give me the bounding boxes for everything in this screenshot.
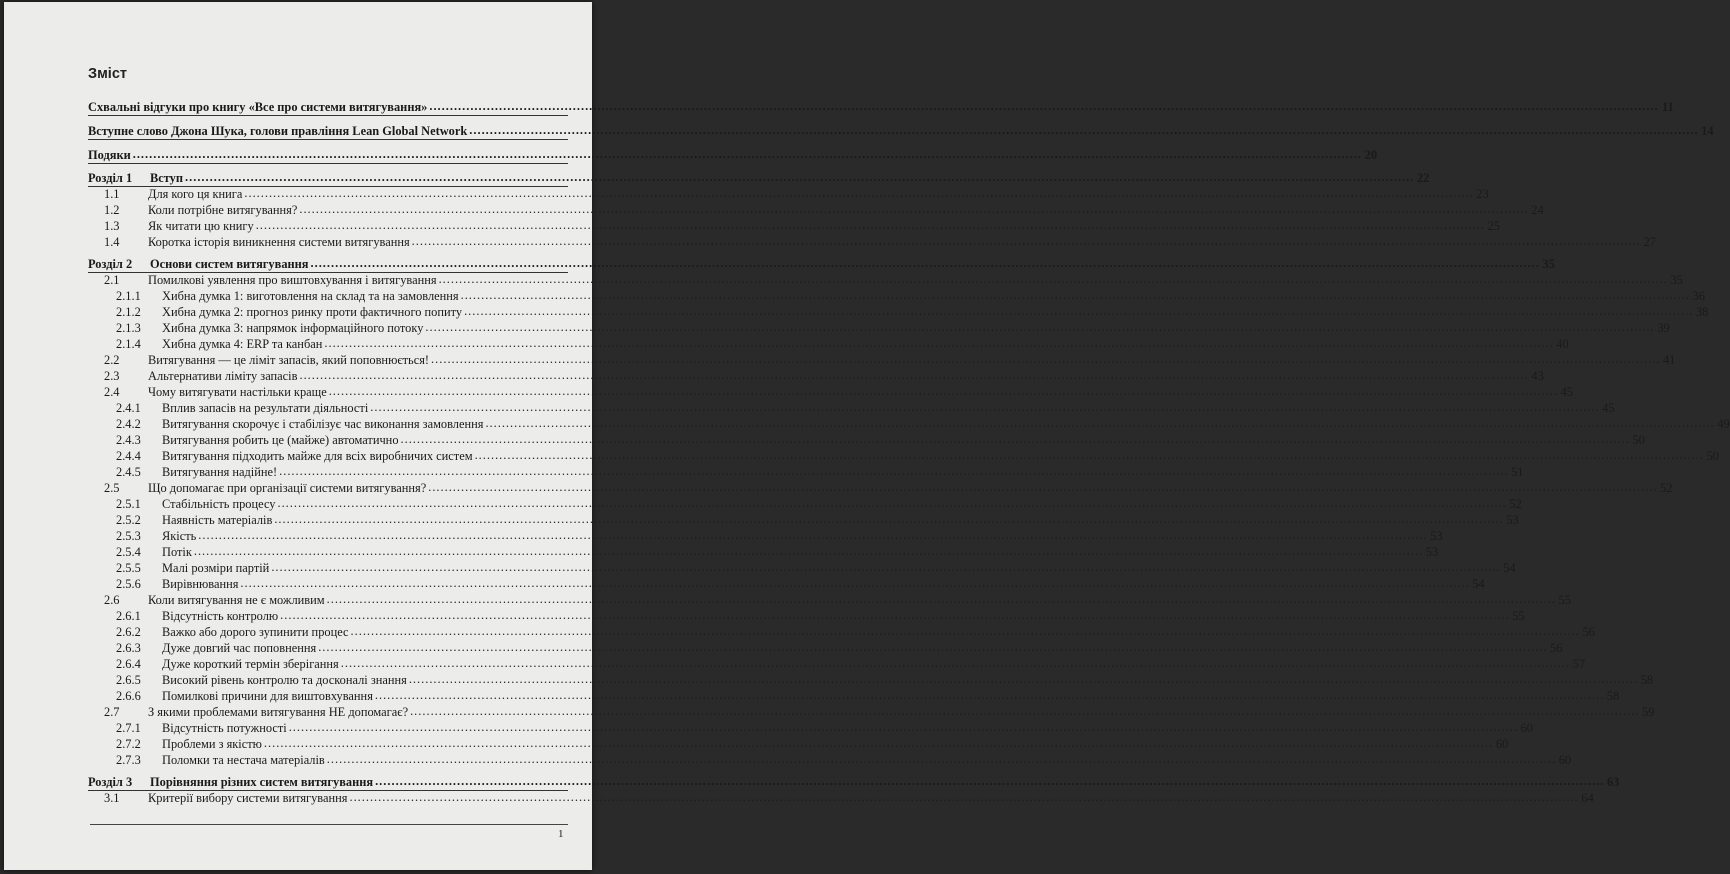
toc-entry-page: 49 [1717, 417, 1730, 431]
toc-entry-number: 2.6.2 [116, 625, 141, 639]
toc-entry [88, 544, 1439, 559]
toc-entry [88, 608, 1525, 623]
toc-entry-title: Для кого ця книга [148, 187, 243, 201]
toc-entry-title: Якість [162, 529, 197, 543]
toc-entry-page: 50 [1632, 433, 1645, 447]
toc-entry-page: 22 [1416, 171, 1430, 185]
toc-entry [88, 147, 1378, 162]
toc-entry [88, 640, 1563, 655]
toc-entry-number: 1.3 [104, 219, 120, 233]
toc-entry-page: 35 [1670, 273, 1683, 287]
toc-entry [88, 528, 1443, 543]
toc-entry-page: 35 [1542, 257, 1555, 271]
toc-entry-number: 2.1 [104, 273, 120, 287]
toc-entry-page: 55 [1512, 609, 1525, 623]
toc-leader-dots: ............................................................................................................................................................................................................................................................................................................ [274, 512, 1504, 526]
toc-entry-title: Хибна думка 4: ERP та канбан [162, 337, 323, 351]
toc-leader-dots: ............................................................................................................................................................................................................................................................................................................ [428, 480, 1658, 494]
toc-entry-number: 2.6.1 [116, 609, 141, 623]
toc-leader-dots: ............................................................................................................................................................................................................................................................................................................ [340, 656, 1571, 670]
toc-entry-title: Поломки та нестача матеріалів [162, 753, 325, 767]
toc-entry-number: 2.4 [104, 385, 120, 399]
toc-entry-number: 2.5.3 [116, 529, 141, 543]
toc-entry-number: 1.4 [104, 235, 120, 249]
toc-leader-dots: ............................................................................................................................................................................................................................................................................................................ [244, 186, 1474, 200]
toc-entry-number: 2.6.3 [116, 641, 141, 655]
toc-entry-page: 56 [1582, 625, 1595, 639]
toc-entry [88, 576, 1485, 591]
toc-entry-title: Хибна думка 1: виготовлення на склад та на замовлення [162, 289, 459, 303]
toc-entry-page: 54 [1503, 561, 1516, 575]
toc-entry-number: 2.7.3 [116, 753, 141, 767]
toc-entry-title: Що допомагає при організації системи витягування? [148, 481, 427, 495]
toc-entry-title: Коротка історія виникнення системи витягування [148, 235, 410, 249]
toc-entry-page: 57 [1572, 657, 1586, 671]
toc-entry-number: 2.4.3 [116, 433, 141, 447]
toc-entry-number: 2.6.6 [116, 689, 141, 703]
toc-entry-number: 2.6.5 [116, 673, 141, 687]
toc-entry-page: 41 [1662, 353, 1676, 367]
toc-leader-dots: ............................................................................................................................................................................................................................................................................................................ [410, 704, 1640, 718]
toc-leader-dots: ............................................................................................................................................................................................................................................................................................................ [324, 336, 1554, 350]
toc-entry-title: Основи систем витягування [150, 257, 309, 271]
toc-entry-page: 60 [1520, 721, 1533, 735]
toc-entry-title: Коли витягування не є можливим [148, 593, 325, 607]
toc-entry-page: 45 [1602, 401, 1615, 415]
toc-entry-page: 14 [1701, 124, 1714, 138]
toc-entry-number: 2.4.5 [116, 465, 141, 479]
toc-entry-title: Як читати цю книгу [148, 219, 254, 233]
toc-entry-page: 53 [1425, 545, 1439, 559]
toc-entry [88, 512, 1519, 527]
toc-leader-dots: ............................................................................................................................................................................................................................................................................................................ [350, 624, 1580, 638]
toc-entry-title: Хибна думка 3: напрямок інформаційного потоку [162, 321, 424, 335]
toc-entry [88, 368, 1544, 383]
toc-entry-page: 23 [1476, 187, 1489, 201]
toc-entry-title: Відсутність потужності [162, 721, 287, 735]
toc-entry [88, 202, 1544, 217]
toc-entry-page: 54 [1472, 577, 1485, 591]
toc-entry-number: 2.1.4 [116, 337, 141, 351]
toc-leader-dots: ............................................................................................................................................................................................................................................................................................................ [288, 720, 1518, 734]
toc-entry-page: 27 [1643, 235, 1656, 249]
toc-entry [88, 272, 1683, 287]
toc-entry-number: 2.5.4 [116, 545, 141, 559]
toc-entry-title: Відсутність контролю [162, 609, 279, 623]
toc-entry-number: 2.1.1 [116, 289, 141, 303]
footer-divider [90, 824, 568, 825]
toc-entry-title: Дуже довгий час поповнення [162, 641, 317, 655]
toc-entry-page: 39 [1657, 321, 1670, 335]
toc-entry-title: Витягування — це ліміт запасів, який поповнюється! [148, 353, 430, 367]
toc-entry-title: Хибна думка 2: прогноз ринку проти фактичного попиту [162, 305, 463, 319]
toc-entry-title: Дуже короткий термін зберігання [162, 657, 339, 671]
toc-entry-page: 52 [1509, 497, 1522, 511]
toc-entry [88, 790, 1594, 805]
toc-entry [88, 736, 1509, 751]
section-underline [88, 139, 568, 140]
toc-entry-number: 2.5.1 [116, 497, 141, 511]
toc-entry [88, 256, 1555, 271]
toc-entry-title: Проблеми з якістю [162, 737, 262, 751]
toc-entry [88, 720, 1533, 735]
toc-entry [88, 416, 1730, 431]
toc-entry-title: Вступ [150, 171, 184, 185]
toc-entry-number: Розділ 3 [88, 775, 133, 789]
toc-entry-title: Витягування скорочує і стабілізує час виконання замовлення [162, 417, 484, 431]
toc-entry [88, 704, 1655, 719]
toc-entry-page: 63 [1606, 775, 1620, 789]
toc-entry-number: 2.4.1 [116, 401, 141, 415]
toc-entry-number: 2.5.6 [116, 577, 141, 591]
toc-entry [88, 99, 1674, 114]
toc-entry [88, 352, 1676, 367]
toc-leader-dots: ............................................................................................................................................................................................................................................................................................................ [271, 560, 1501, 574]
toc-entry-number: 2.6 [104, 593, 120, 607]
toc-leader-dots: ............................................................................................................................................................................................................................................................................................................ [438, 272, 1668, 286]
toc-entry-title: З якими проблемами витягування НЕ допомагає? [148, 705, 409, 719]
toc-leader-dots: ............................................................................................................................................................................................................................................................................................................ [132, 147, 1363, 161]
toc-entry-page: 58 [1640, 673, 1654, 687]
toc-entry-number: 1.2 [104, 203, 120, 217]
toc-entry-title: Альтернативи ліміту запасів [148, 369, 298, 383]
toc-entry-number: 2.5 [104, 481, 120, 495]
toc-entry-page: 36 [1692, 289, 1705, 303]
toc-entry-page: 58 [1606, 689, 1620, 703]
toc-entry [88, 624, 1595, 639]
toc-entry-number: 2.7.1 [116, 721, 141, 735]
toc-entry-title: Вирівнювання [162, 577, 239, 591]
toc-entry-number: Розділ 1 [88, 171, 133, 185]
toc-entry-number: 2.4.4 [116, 449, 141, 463]
toc-leader-dots: ............................................................................................................................................................................................................................................................................................................ [408, 672, 1639, 686]
toc-entry [88, 480, 1673, 495]
toc-entry [88, 448, 1719, 463]
toc-entry [88, 672, 1654, 687]
toc-entry-page: 59 [1641, 705, 1655, 719]
toc-entry [88, 186, 1489, 201]
page-number: 1 [558, 828, 564, 840]
toc-entry-title: Чому витягувати настільки краще [148, 385, 327, 399]
toc-entry-number: 2.5.2 [116, 513, 141, 527]
toc-leader-dots: ............................................................................................................................................................................................................................................................................................................ [318, 640, 1548, 654]
toc-leader-dots: ............................................................................................................................................................................................................................................................................................................ [279, 464, 1509, 478]
toc-entry-title: Порівняння різних систем витягування [150, 775, 374, 789]
toc-leader-dots: ............................................................................................................................................................................................................................................................................................................ [326, 752, 1557, 766]
toc-leader-dots: ............................................................................................................................................................................................................................................................................................................ [310, 256, 1540, 270]
toc-leader-dots: ............................................................................................................................................................................................................................................................................................................ [349, 790, 1579, 804]
toc-entry-page: 25 [1487, 219, 1500, 233]
toc-entry-page: 11 [1661, 100, 1674, 114]
toc-leader-dots: ............................................................................................................................................................................................................................................................................................................ [328, 384, 1558, 398]
toc-entry-title: Важко або дорого зупинити процес [162, 625, 349, 639]
toc-entry-title: Витягування надійне! [162, 465, 278, 479]
toc-entry-title: Критерії вибору системи витягування [148, 791, 348, 805]
toc-entry-title: Потік [162, 545, 192, 559]
toc-entry-page: 45 [1560, 385, 1573, 399]
toc-entry-page: 60 [1495, 737, 1509, 751]
toc-entry-number: 3.1 [104, 791, 120, 805]
toc-entry-number: 2.1.3 [116, 321, 141, 335]
toc-entry-title: Помилкові причини для виштовхування [162, 689, 373, 703]
toc-entry [88, 752, 1572, 767]
toc-leader-dots: ............................................................................................................................................................................................................................................................................................................ [460, 288, 1690, 302]
toc-leader-dots: ............................................................................................................................................................................................................................................................................................................ [485, 416, 1715, 430]
toc-entry-page: 50 [1706, 449, 1719, 463]
toc-entry-title: Витягування робить це (майже) автоматично [162, 433, 399, 447]
toc-entry-number: 1.1 [104, 187, 120, 201]
toc-entry [88, 123, 1714, 138]
toc-leader-dots: ............................................................................................................................................................................................................................................................................................................ [411, 234, 1641, 248]
toc-entry-title: Наявність матеріалів [162, 513, 273, 527]
toc-leader-dots: ............................................................................................................................................................................................................................................................................................................ [400, 432, 1630, 446]
section-underline [88, 115, 568, 116]
toc-entry-number: 2.7 [104, 705, 120, 719]
toc-leader-dots: ............................................................................................................................................................................................................................................................................................................ [299, 202, 1529, 216]
toc-entry [88, 288, 1705, 303]
toc-entry-number: 2.3 [104, 369, 120, 383]
toc-leader-dots: ............................................................................................................................................................................................................................................................................................................ [375, 774, 1605, 788]
toc-entry-number: 2.6.4 [116, 657, 141, 671]
toc-leader-dots: ............................................................................................................................................................................................................................................................................................................ [464, 304, 1694, 318]
toc-leader-dots: ............................................................................................................................................................................................................................................................................................................ [185, 170, 1415, 184]
toc-entry-title: Схвальні відгуки про книгу «Все про системи витягування» [88, 100, 428, 114]
toc-entry [88, 688, 1620, 703]
toc-entry-title: Стабільність процесу [162, 497, 276, 511]
toc-entry-page: 40 [1556, 337, 1569, 351]
toc-leader-dots: ............................................................................................................................................................................................................................................................................................................ [326, 592, 1556, 606]
toc-entry-page: 64 [1581, 791, 1594, 805]
toc-entry-page: 60 [1558, 753, 1572, 767]
toc-entry-number: 2.7.2 [116, 737, 141, 751]
toc-entry [88, 400, 1615, 415]
toc-entry-number: 2.1.2 [116, 305, 141, 319]
toc-entry-title: Помилкові уявлення про виштовхування і витягування [148, 273, 437, 287]
toc-leader-dots: ............................................................................................................................................................................................................................................................................................................ [240, 576, 1470, 590]
toc-entry-page: 53 [1430, 529, 1443, 543]
toc-entry-page: 43 [1531, 369, 1544, 383]
toc-entry-title: Коли потрібне витягування? [148, 203, 298, 217]
toc-entry-title: Вступне слово Джона Шука, голови правління Lean Global Network [88, 124, 468, 138]
toc-leader-dots: ............................................................................................................................................................................................................................................................................................................ [469, 123, 1699, 137]
toc-entry [88, 170, 1430, 185]
toc-entry-page: 55 [1558, 593, 1571, 607]
toc-entry-number: 2.5.5 [116, 561, 141, 575]
toc-entry-title: Подяки [88, 148, 131, 162]
toc-entry-page: 38 [1695, 305, 1709, 319]
toc-entry-title: Вплив запасів на результати діяльності [162, 401, 369, 415]
toc-entry-number: 2.2 [104, 353, 120, 367]
toc-entry [88, 560, 1516, 575]
toc-leader-dots: ............................................................................................................................................................................................................................................................................................................ [299, 368, 1529, 382]
toc-leader-dots: ............................................................................................................................................................................................................................................................................................................ [263, 736, 1494, 750]
toc-entry [88, 336, 1569, 351]
section-underline [88, 163, 568, 164]
toc-entry [88, 656, 1586, 671]
toc-leader-dots: ............................................................................................................................................................................................................................................................................................................ [374, 688, 1605, 702]
toc-entry [88, 304, 1709, 319]
toc-leader-dots: ............................................................................................................................................................................................................................................................................................................ [425, 320, 1655, 334]
toc-leader-dots: ............................................................................................................................................................................................................................................................................................................ [370, 400, 1600, 414]
toc-entry [88, 464, 1524, 479]
toc-entry-title: Витягування підходить майже для всіх виробничих систем [162, 449, 473, 463]
toc-entry-page: 52 [1660, 481, 1673, 495]
toc-entry [88, 774, 1620, 789]
toc-leader-dots: ............................................................................................................................................................................................................................................................................................................ [193, 544, 1424, 558]
toc-entry-title: Високий рівень контролю та досконалі знання [162, 673, 407, 687]
toc-leader-dots: ............................................................................................................................................................................................................................................................................................................ [255, 218, 1485, 232]
toc-entry-page: 24 [1531, 203, 1544, 217]
toc-entry-page: 51 [1511, 465, 1524, 479]
toc-entry-title: Малі розміри партій [162, 561, 270, 575]
toc-entry [88, 432, 1645, 447]
toc-entry-number: Розділ 2 [88, 257, 133, 271]
toc-entry [88, 234, 1656, 249]
toc-entry [88, 592, 1571, 607]
toc-leader-dots: ............................................................................................................................................................................................................................................................................................................ [277, 496, 1507, 510]
toc-entry [88, 218, 1500, 233]
toc-heading: Зміст [88, 66, 128, 82]
toc-entry [88, 384, 1573, 399]
toc-leader-dots: ............................................................................................................................................................................................................................................................................................................ [431, 352, 1661, 366]
toc-leader-dots: ............................................................................................................................................................................................................................................................................................................ [429, 99, 1659, 113]
toc-leader-dots: ............................................................................................................................................................................................................................................................................................................ [474, 448, 1704, 462]
toc-entry-number: 2.4.2 [116, 417, 141, 431]
toc-entry [88, 320, 1670, 335]
toc-entry [88, 496, 1522, 511]
toc-entry-page: 53 [1506, 513, 1519, 527]
toc-leader-dots: ............................................................................................................................................................................................................................................................................................................ [198, 528, 1428, 542]
toc-entry-page: 20 [1364, 148, 1378, 162]
toc-leader-dots: ............................................................................................................................................................................................................................................................................................................ [280, 608, 1510, 622]
toc-entry-page: 56 [1550, 641, 1563, 655]
